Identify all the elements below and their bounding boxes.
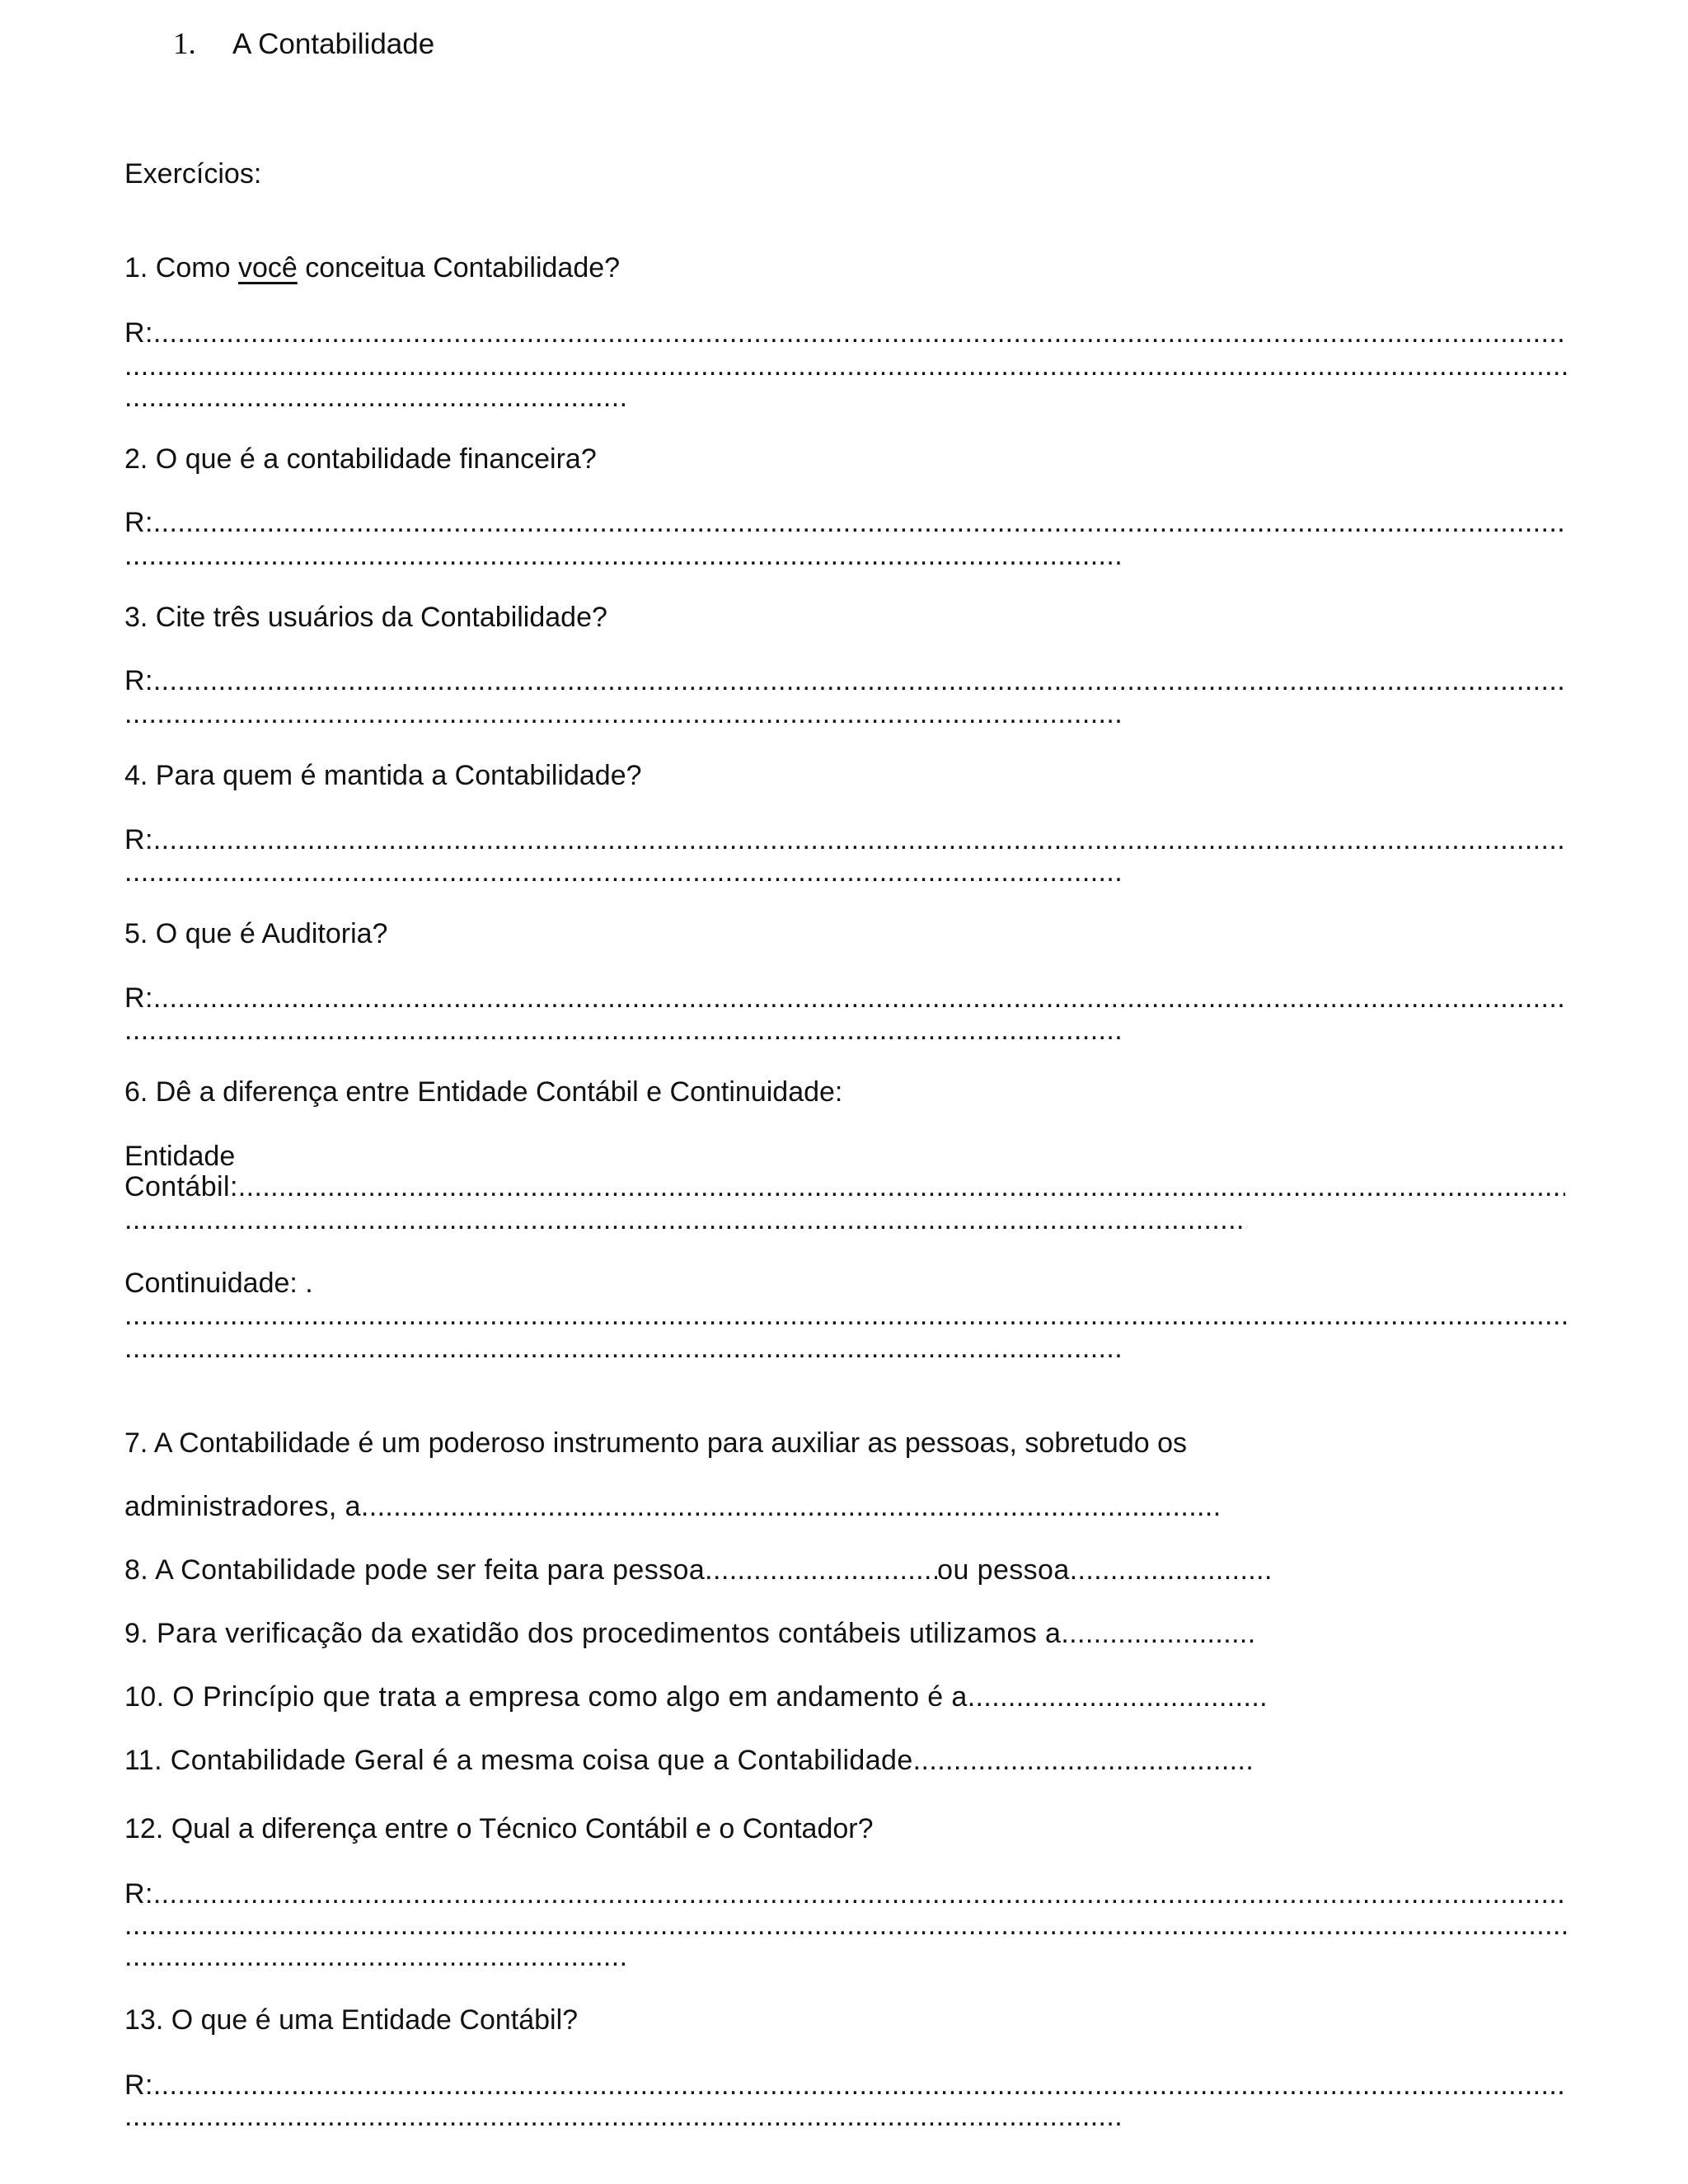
answer-line (124, 1940, 626, 1973)
answer-line (124, 1332, 1123, 1365)
answer-line: R: ..... (124, 506, 1567, 539)
continuidade-label: Continuidade: . (124, 1268, 313, 1299)
answer-line (124, 1203, 1247, 1236)
answer-line: R: ..... (124, 316, 1567, 349)
question-3: 3. Cite três usuários da Contabilidade? (124, 602, 607, 633)
answer-line: R: ..... (124, 823, 1567, 856)
question-6: 6. Dê a diferença entre Entidade Contábil e Continuidade: (124, 1076, 843, 1108)
fill-in-line: administradores, a ..... (124, 1490, 1221, 1523)
underlined-word: você (237, 252, 298, 284)
answer-line: R: ..... (124, 2069, 1567, 2102)
question-9: 9. Para verificação da exatidão dos procedimentos contábeis utilizamos a ..... (124, 1617, 1257, 1650)
answer-line (124, 381, 626, 414)
question-13: 13. O que é uma Entidade Contábil? (124, 2004, 579, 2036)
entidade-label: Entidade (124, 1141, 236, 1172)
answer-line (124, 539, 1123, 572)
question-1: 1. Como você conceitua Contabilidade? (124, 252, 621, 284)
answer-line (124, 1299, 1568, 1332)
section-heading (173, 26, 434, 62)
answer-line (124, 697, 1123, 730)
question-12: 12. Qual a diferença entre o Técnico Contábil e o Contador? (124, 1813, 874, 1844)
heading-number: 1. (173, 27, 196, 61)
question-8: 8. A Contabilidade pode ser feita para pessoa..... ou pessoa ..... (124, 1554, 1272, 1586)
heading-title: A Contabilidade (232, 28, 435, 60)
answer-line (124, 1014, 1123, 1047)
question-11: 11. Contabilidade Geral é a mesma coisa que a Contabilidade ..... (124, 1744, 1255, 1777)
answer-line (124, 855, 1123, 888)
answer-line (124, 2100, 1123, 2133)
answer-line: R: ..... (124, 664, 1567, 697)
question-5: 5. O que é Auditoria? (124, 918, 388, 949)
question-4: 4. Para quem é mantida a Contabilidade? (124, 760, 642, 791)
answer-line: R: ..... (124, 1877, 1567, 1910)
question-10: 10. O Princípio que trata a empresa como algo em andamento é a ..... (124, 1680, 1270, 1713)
answer-line: Contábil: ..... (124, 1170, 1565, 1203)
answer-line (124, 349, 1568, 382)
answer-line: R: ..... (124, 982, 1567, 1015)
answer-line (124, 1909, 1568, 1942)
exercises-label: Exercícios: (124, 158, 262, 190)
question-2: 2. O que é a contabilidade financeira? (124, 443, 597, 475)
question-7: 7. A Contabilidade é um poderoso instrumento para auxiliar as pessoas, sobretudo os (124, 1427, 1188, 1459)
